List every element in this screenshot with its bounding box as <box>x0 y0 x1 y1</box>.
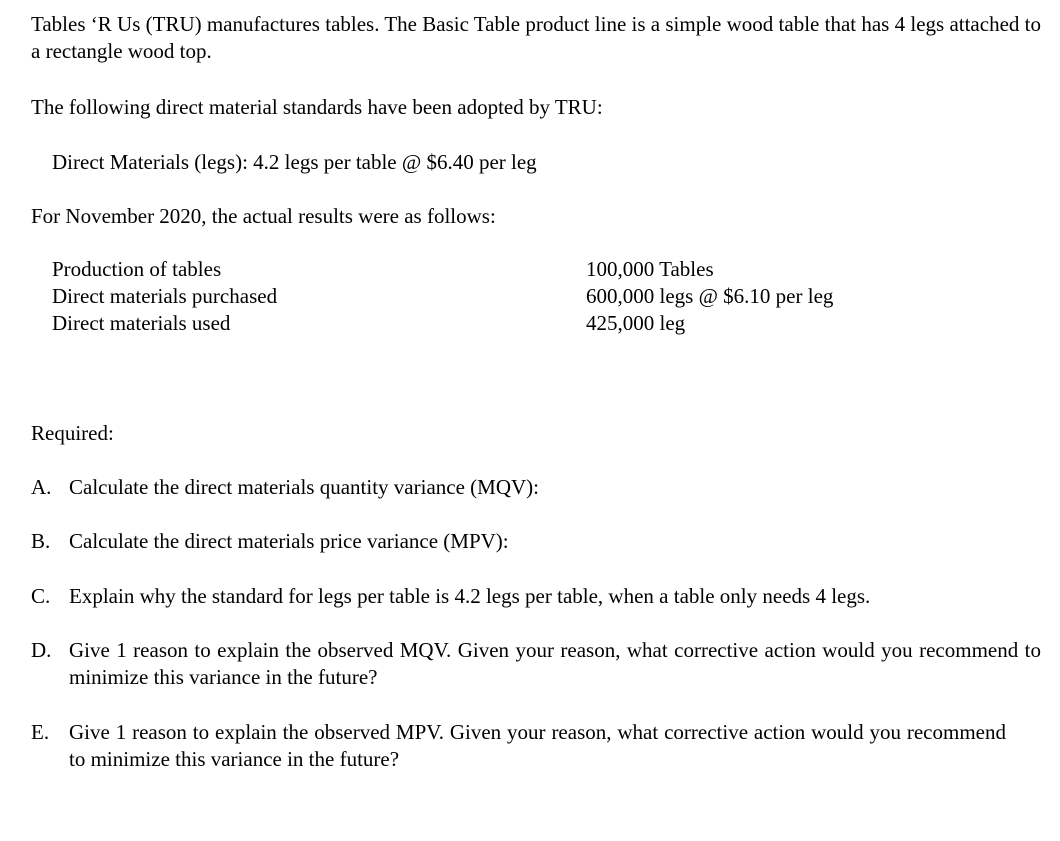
question-letter: E. <box>31 720 50 744</box>
question-text: Calculate the direct materials quantity variance (MQV): <box>69 475 539 499</box>
result-value: 425,000 leg <box>586 311 686 335</box>
question-letter: C. <box>31 584 51 608</box>
question-text: Give 1 reason to explain the observed MQV. Given your reason, what corrective action would you recommend to minimize this variance in the future? <box>69 638 1041 689</box>
question-e <box>31 719 1006 773</box>
question-a <box>31 474 1041 501</box>
standard-line: Direct Materials (legs): 4.2 legs per table @ $6.40 per leg <box>52 150 537 174</box>
standards-heading: The following direct material standards have been adopted by TRU: <box>31 95 603 119</box>
result-label: Direct materials used <box>52 311 231 335</box>
result-label: Production of tables <box>52 257 222 281</box>
question-letter: D. <box>31 638 52 662</box>
question-text: Calculate the direct materials price variance (MPV): <box>69 529 509 553</box>
question-b <box>31 528 1041 555</box>
result-value: 600,000 legs @ $6.10 per leg <box>586 284 834 308</box>
question-text: Explain why the standard for legs per table is 4.2 legs per table, when a table only needs 4 legs. <box>69 584 871 608</box>
question-c <box>31 583 1041 610</box>
question-d <box>31 637 1041 691</box>
question-text: Give 1 reason to explain the observed MPV. Given your reason, what corrective action would you recommend to minimize this variance in the future? <box>69 720 1006 771</box>
actual-heading: For November 2020, the actual results were as follows: <box>31 204 496 228</box>
result-label: Direct materials purchased <box>52 284 278 308</box>
question-letter: B. <box>31 529 51 553</box>
intro-paragraph: Tables ‘R Us (TRU) manufactures tables. The Basic Table product line is a simple wood table that has 4 legs attached to a rectangle wood top. <box>31 12 1041 63</box>
question-letter: A. <box>31 475 52 499</box>
result-value: 100,000 Tables <box>586 257 714 281</box>
required-label: Required: <box>31 421 114 445</box>
